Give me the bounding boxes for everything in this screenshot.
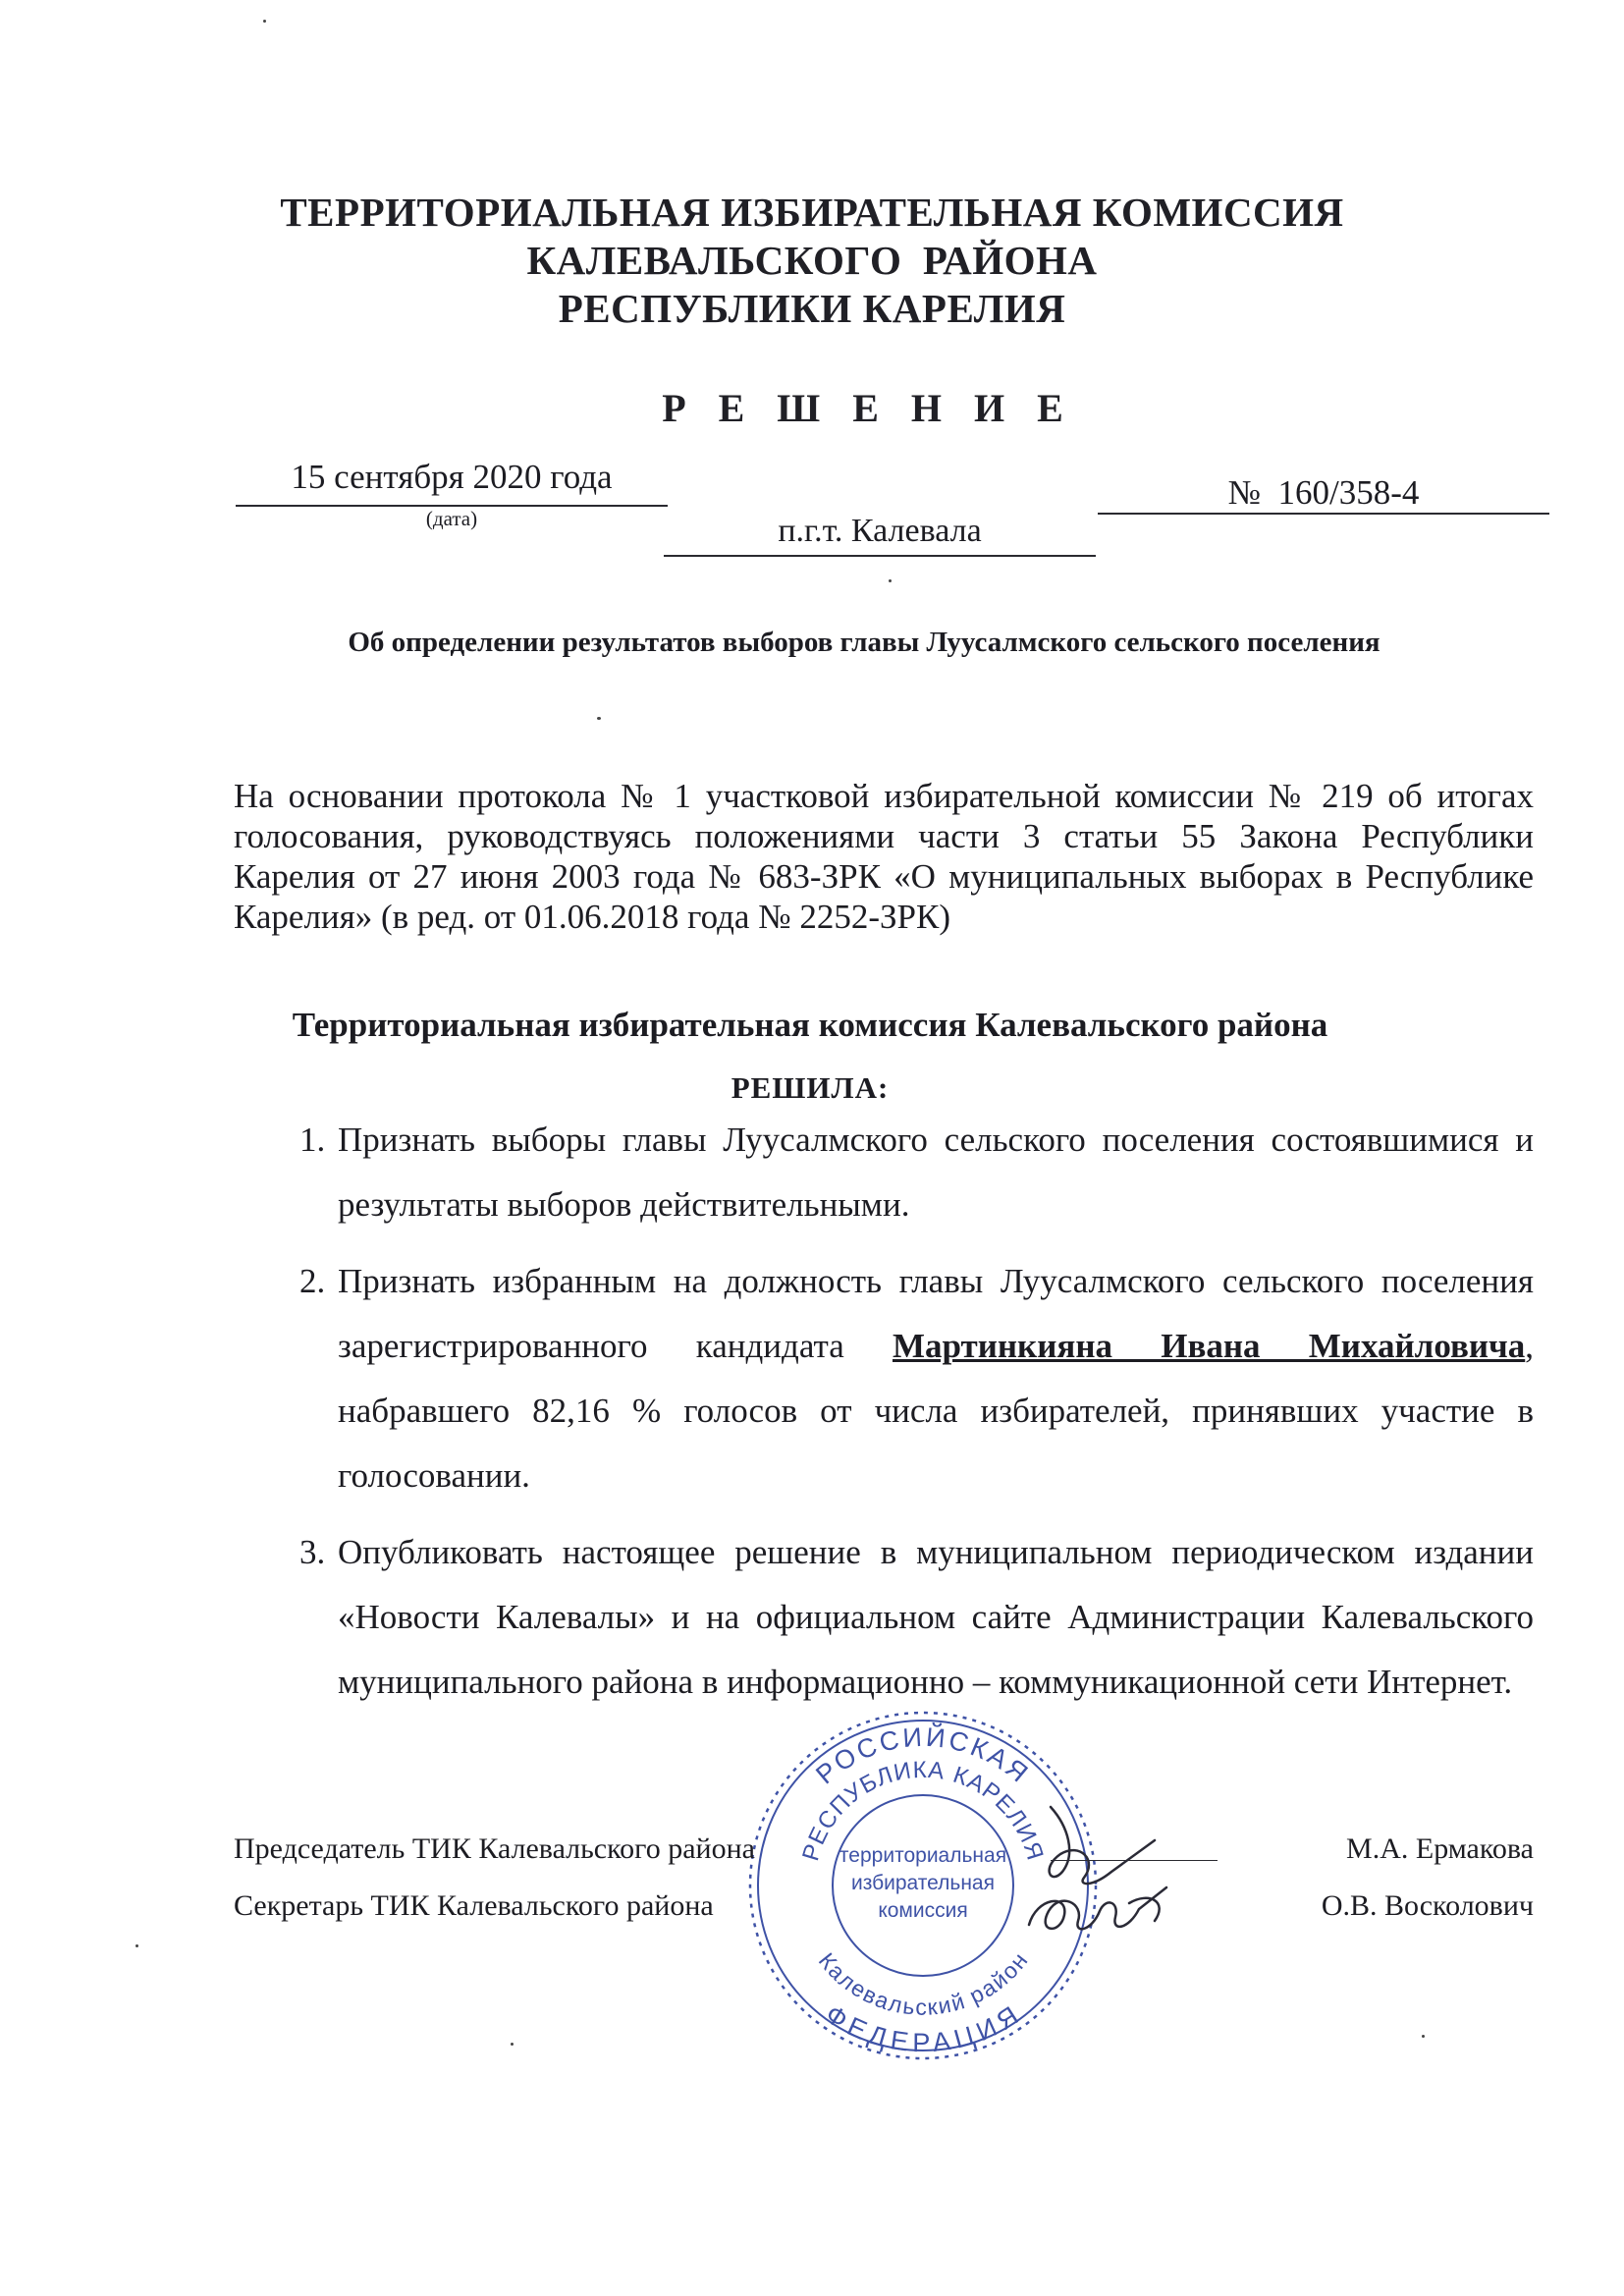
seal-outer-bottom-text: ФЕДЕРАЦИЯ [820,1998,1026,2058]
decision-item-1-text: Признать выборы главы Луусалмского сельского поселения состоявшимися и результаты выборов действительными. [338,1121,1534,1224]
paper-speck [135,1944,138,1947]
decided-label: РЕШИЛА: [731,1070,890,1105]
decision-item-3 [334,1520,1534,1715]
seal-center-line-1: территориальная [839,1844,1007,1867]
place-underline [664,555,1096,557]
decision-date: 15 сентября 2020 года [291,458,613,496]
document-type-title: РЕШЕНИЕ [662,386,1096,430]
date-caption: (дата) [425,507,478,530]
commission-name: Территориальная избирательная комиссия Калевальского района [292,1006,1328,1044]
paper-speck [1422,2035,1425,2038]
chair-role: Председатель ТИК Калевальского района [234,1832,755,1865]
seal-inner-top-text: РЕСПУБЛИКА КАРЕЛИЯ [797,1756,1049,1865]
org-name-line-2: КАЛЕВАЛЬСКОГО РАЙОНА [526,238,1098,283]
preamble-paragraph: На основании протокола № 1 участковой избирательной комиссии № 219 об итогах голосования, руководствуясь положениями части 3 статьи 55 Закона Республики Карелия от 27 июня 2003 года № 683-ЗРК «О муниципальных выборах в Республике Карелия» (в ред. от 01.06.2018 года № 2252-ЗРК) [234,777,1534,936]
chair-name: М.А. Ермакова [1346,1832,1534,1865]
number-underline [1098,513,1549,515]
decision-item-2-text-before: Признать избранным на должность главы Луусалмского сельского поселения зарегистрированного кандидата [338,1262,1534,1365]
seal-center-line-2: избирательная [851,1872,995,1894]
paper-speck [511,2043,514,2046]
paper-speck [263,20,266,23]
decision-item-1 [334,1108,1534,1237]
chair-signature [1050,1807,1155,1884]
decision-subject: Об определении результатов выборов главы Луусалмского сельского поселения [348,627,1380,658]
seal-center-line-3: комиссия [878,1899,968,1922]
org-name-line-3: РЕСПУБЛИКИ КАРЕЛИЯ [558,286,1066,331]
seal-inner-bottom-text: Калевальский район [813,1947,1033,2020]
seal-outer-top-text: РОССИЙСКАЯ [810,1722,1036,1790]
decision-item-3-text: Опубликовать настоящее решение в муниципальном периодическом издании «Новости Калевалы» и на официальном сайте Администрации Калевальского муниципального района в информационно – коммуникационной сети Интернет. [338,1533,1534,1701]
document-header [0,189,1624,333]
secretary-signature [1029,1887,1166,1929]
org-name-line-1: ТЕРРИТОРИАЛЬНАЯ ИЗБИРАТЕЛЬНАЯ КОМИССИЯ [280,190,1344,235]
decision-list [271,1108,1534,1715]
decision-number: № 160/358-4 [1227,473,1420,512]
handwritten-signatures [982,1777,1218,1964]
secretary-role: Секретарь ТИК Калевальского района [234,1889,714,1922]
secretary-name: О.В. Восколович [1321,1889,1534,1922]
paper-speck [889,579,892,582]
decision-item-2-text-after: , набравшего 82,16 % голосов от числа избирателей, принявших участие в голосовании. [338,1327,1534,1495]
decision-place: п.г.т. Калевала [778,513,982,549]
paper-speck [597,717,601,720]
decision-item-2 [334,1249,1534,1508]
elected-candidate-name: Мартинкияна Ивана Михайловича [892,1327,1526,1365]
